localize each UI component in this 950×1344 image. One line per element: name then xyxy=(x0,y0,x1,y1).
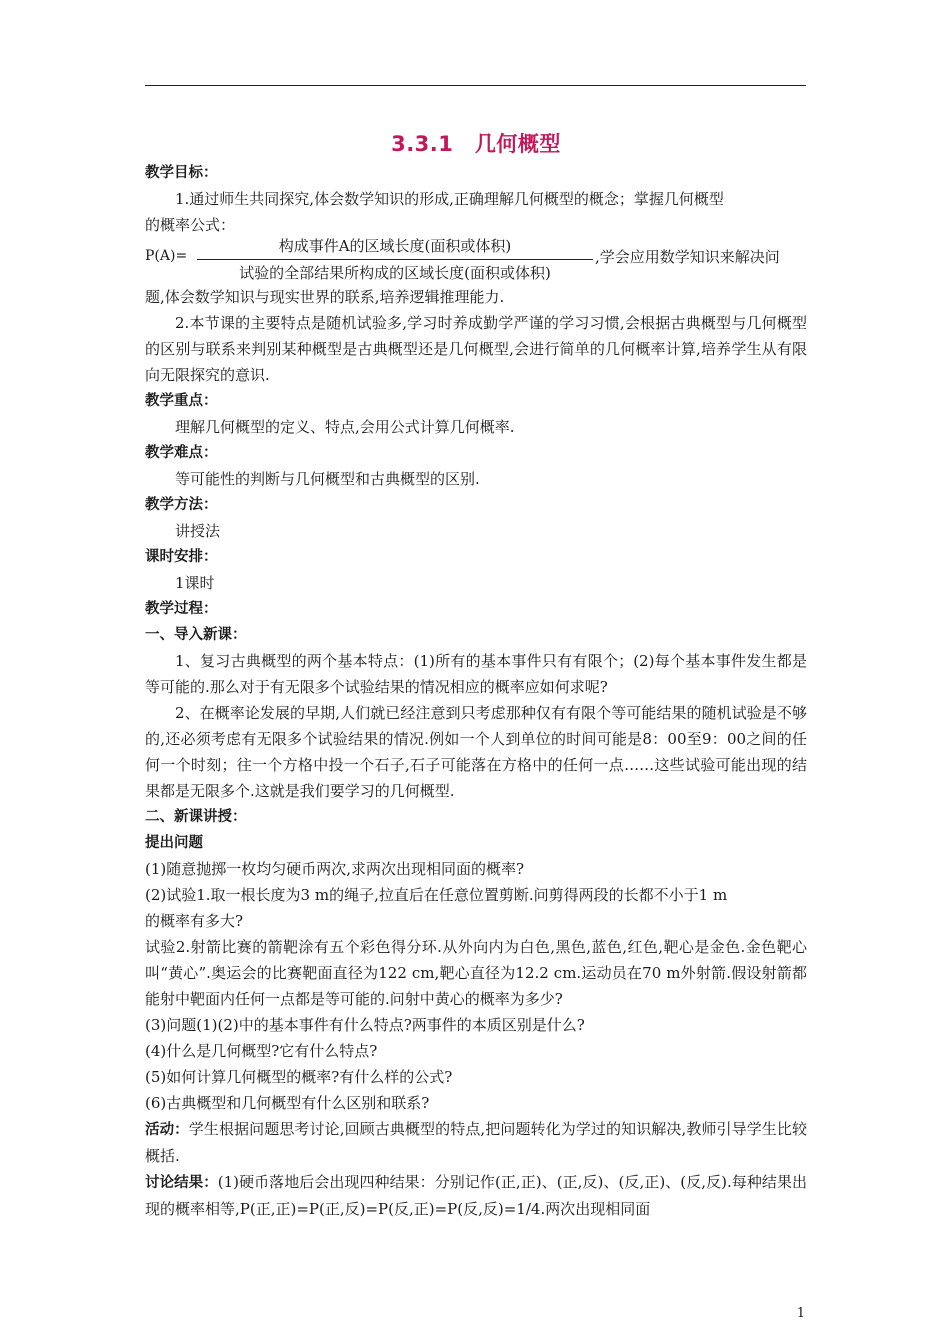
method-text: 讲授法 xyxy=(175,522,221,540)
formula-after-text: ,学会应用数学知识来解决问 xyxy=(595,248,780,266)
question-2-line2: 的概率有多大? xyxy=(145,912,244,930)
activity-label: 活动： xyxy=(145,1122,189,1138)
formula-fraction xyxy=(197,234,593,285)
goal1-line2: 的概率公式： xyxy=(145,216,236,234)
question-6: (6)古典概型和几何概型有什么区别和联系? xyxy=(145,1094,430,1112)
goal2-paragraph: 2.本节课的主要特点是随机试验多,学习时养成勤学严谨的学习习惯,会根据古典概型与几何概型的区别与联系来判别某种概型是古典概型还是几何概型,会进行简单的几何概率计算,培养学生从有限向无限探究的意识. xyxy=(145,314,807,384)
process-heading: 教学过程： xyxy=(145,601,218,617)
probability-formula xyxy=(145,234,807,284)
time-text: 1课时 xyxy=(175,574,215,592)
question-5: (5)如何计算几何概型的概率?有什么样的公式? xyxy=(145,1068,453,1086)
problem-heading: 提出问题 xyxy=(145,835,203,851)
formula-numerator: 构成事件A的区域长度(面积或体积) xyxy=(278,237,512,255)
key-heading: 教学重点： xyxy=(145,393,218,409)
key-text: 理解几何概型的定义、特点,会用公式计算几何概率. xyxy=(175,418,515,436)
difficulty-text: 等可能性的判断与几何概型和古典概型的区别. xyxy=(175,470,480,488)
question-4: (4)什么是几何概型?它有什么特点? xyxy=(145,1042,378,1060)
page-number: 1 xyxy=(796,1306,805,1321)
difficulty-heading: 教学难点： xyxy=(145,445,218,461)
section2-heading: 二、新课讲授： xyxy=(145,809,247,825)
fraction-bar xyxy=(197,259,593,260)
goal-heading: 教学目标： xyxy=(145,165,218,181)
activity-text: 学生根据问题思考讨论,回顾古典概型的特点,把问题转化为学过的知识解决,教师引导学生比较概括. xyxy=(145,1120,807,1165)
method-heading: 教学方法： xyxy=(145,497,218,513)
section1-paragraph1: 1、复习古典概型的两个基本特点：(1)所有的基本事件只有有限个；(2)每个基本事件发生都是等可能的.那么对于有无限多个试验结果的情况相应的概率应如何求呢? xyxy=(145,652,807,696)
discussion-paragraph xyxy=(145,1169,807,1222)
discussion-label: 讨论结果： xyxy=(145,1175,218,1191)
section1-paragraph2: 2、在概率论发展的早期,人们就已经注意到只考虑那种仅有有限个等可能结果的随机试验是不够的,还必须考虑有无限多个试验结果的情况.例如一个人到单位的时间可能是8：00至9：00之间的任何一个时刻；往一个方格中投一个石子,石子可能落在方格中的任何一点……这些试验可能出现的结果都是无限多个.这就是我们要学习的几何概型. xyxy=(145,704,807,800)
formula-lhs: P(A)= xyxy=(145,248,188,264)
question-3: (3)问题(1)(2)中的基本事件有什么特点?两事件的本质区别是什么? xyxy=(145,1016,585,1034)
section1-heading: 一、导入新课： xyxy=(145,627,247,643)
goals-continued xyxy=(145,284,807,1222)
question-1: (1)随意抛掷一枚均匀硬币两次,求两次出现相同面的概率? xyxy=(145,860,525,878)
question-2-experiment2: 试验2.射箭比赛的箭靶涂有五个彩色得分环.从外向内为白色,黑色,蓝色,红色,靶心是金色.金色靶心叫“黄心”.奥运会的比赛靶面直径为122 cm,靶心直径为12.2 cm.运动员在70 m外射箭.假设射箭都能射中靶面内任何一点都是等可能的.问射中黄心的概率为多少? xyxy=(145,938,807,1008)
header-rule xyxy=(145,85,806,86)
page-title: 3.3.1 几何概型 xyxy=(391,132,561,156)
activity-paragraph xyxy=(145,1116,807,1169)
time-heading: 课时安排： xyxy=(145,549,218,565)
goals-section xyxy=(145,160,807,238)
goal1-line1: 1.通过师生共同探究,体会数学知识的形成,正确理解几何概型的概念；掌握几何概型 xyxy=(175,190,724,208)
formula-denominator: 试验的全部结果所构成的区域长度(面积或体积) xyxy=(239,264,551,282)
question-2-line1: (2)试验1.取一根长度为3 m的绳子,拉直后在任意位置剪断.问剪得两段的长都不小于1 m xyxy=(145,886,728,904)
discussion-text: (1)硬币落地后会出现四种结果：分别记作(正,正)、(正,反)、(反,正)、(反,反).每种结果出现的概率相等,P(正,正)=P(正,反)=P(反,正)=P(反,反)=1/4.两次出现相同面 xyxy=(145,1173,807,1218)
goal1-line3: 题,体会数学知识与现实世界的联系,培养逻辑推理能力. xyxy=(145,288,505,306)
